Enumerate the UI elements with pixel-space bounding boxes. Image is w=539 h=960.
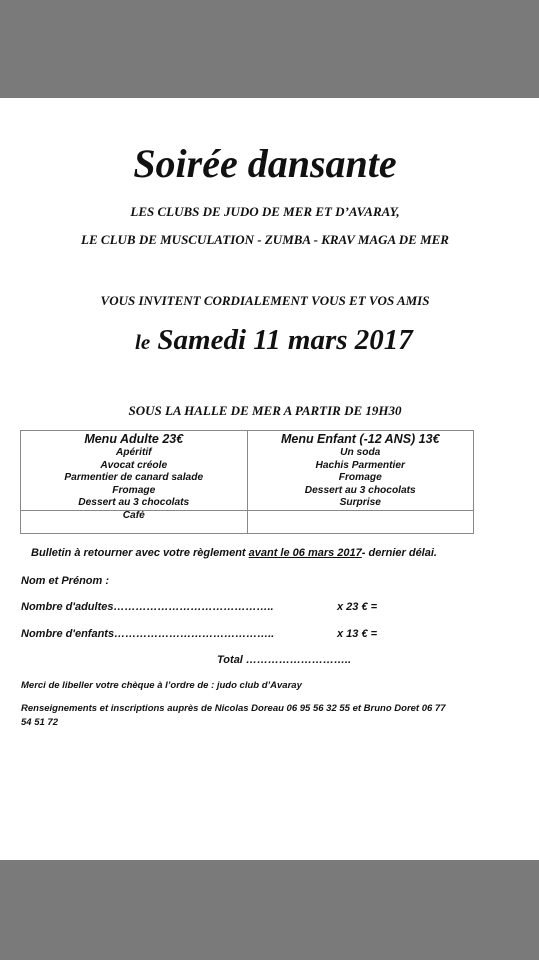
menu-item: Fromage [112, 484, 156, 496]
menu-divider [248, 510, 474, 511]
date-text: Samedi 11 mars 2017 [157, 324, 413, 356]
bulletin-prefix: Bulletin à retourner avec votre règlement [31, 547, 249, 559]
menu-item: Surprise [339, 497, 381, 509]
menu-item: Fromage [338, 472, 382, 484]
clubs-line-2: LE CLUB DE MUSCULATION - ZUMBA - KRAV MAGA DE MER [81, 232, 449, 247]
menu-item: Café [122, 509, 145, 521]
event-date [135, 324, 413, 357]
children-field-label: Nombre d'enfants…………………………………….. [21, 628, 275, 640]
date-prefix: le [135, 330, 151, 354]
venue-text: SOUS LA HALLE DE MER A PARTIR DE 19H30 [128, 403, 402, 418]
menu-item: Apéritif [115, 447, 152, 458]
menu-table [20, 430, 474, 534]
menu-item: Parmentier de canard salade [64, 472, 204, 484]
menu-item: Un soda [340, 447, 381, 458]
menu-item: Avocat créole [100, 459, 168, 471]
menu-divider [21, 510, 247, 511]
adults-price: x 23 € = [337, 601, 378, 613]
menu-item: Dessert au 3 chocolats [304, 484, 416, 496]
clubs-line-1: LES CLUBS DE JUDO DE MER ET D’AVARAY, [130, 204, 400, 219]
adults-field-label: Nombre d'adultes…………………………………….. [21, 601, 274, 613]
bulletin-deadline: avant le 06 mars 2017 [248, 547, 362, 559]
info-line-1: Renseignements et inscriptions auprès de Nicolas Doreau 06 95 56 32 55 et Bruno Doret 06 77 [21, 703, 446, 714]
invitation-text: VOUS INVITENT CORDIALEMENT VOUS ET VOS AMIS [100, 293, 430, 308]
menu-item: Hachis Parmentier [315, 459, 405, 471]
menu-child-title: Menu Enfant (-12 ANS) 13€ [280, 432, 440, 446]
children-price: x 13 € = [337, 628, 378, 640]
bulletin-suffix: - dernier délai. [361, 547, 437, 559]
menu-adult [21, 431, 247, 533]
menu-item: Dessert au 3 chocolats [78, 497, 190, 509]
event-title: Soirée dansante [133, 141, 397, 186]
name-field-label: Nom et Prénom : [21, 575, 110, 587]
total-field-label: Total ……………………….. [217, 654, 352, 666]
menu-child [247, 431, 474, 533]
info-line-2: 54 51 72 [21, 717, 58, 728]
menu-adult-title: Menu Adulte 23€ [84, 432, 184, 446]
cheque-note: Merci de libeller votre chèque à l’ordre de : judo club d’Avaray [21, 680, 302, 691]
flyer-page [0, 98, 539, 860]
bulletin-note [31, 547, 437, 559]
